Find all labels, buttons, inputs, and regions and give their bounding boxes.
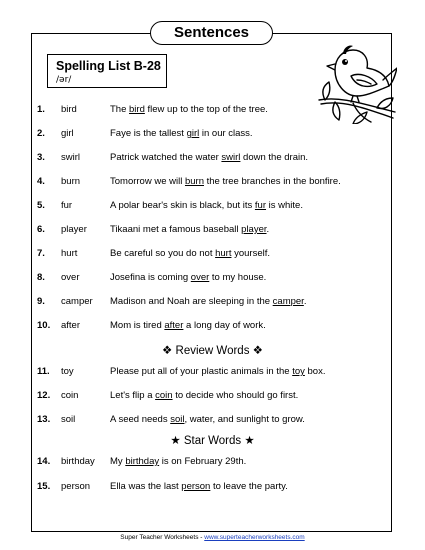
item-number: 2. — [37, 128, 45, 139]
sentence-text: Be careful so you do not — [110, 248, 216, 259]
underlined-word: person — [181, 481, 211, 492]
spelling-word: birthday — [61, 456, 95, 467]
example-sentence — [110, 296, 306, 307]
sentence-text: Mom is tired — [110, 320, 165, 331]
item-number: 11. — [37, 366, 50, 377]
item-number: 6. — [37, 224, 45, 235]
bird-on-branch-icon — [313, 40, 397, 124]
example-sentence — [110, 104, 268, 115]
underlined-word: burn — [184, 176, 204, 187]
sentence-text: Please put all of your plastic animals in the — [110, 366, 293, 377]
spelling-word: camper — [61, 296, 93, 307]
footer — [0, 534, 425, 541]
example-sentence — [110, 390, 298, 401]
example-sentence — [110, 481, 288, 492]
sentence-text: Let's flip a — [110, 390, 156, 401]
sentence-text: is on February 29th. — [159, 456, 247, 467]
item-number: 4. — [37, 176, 45, 187]
example-sentence — [110, 366, 325, 377]
sentence-text: Ella was the last — [110, 481, 182, 492]
spelling-word: bird — [61, 104, 77, 115]
example-sentence — [110, 456, 246, 467]
spelling-word: person — [61, 481, 91, 492]
spelling-word: over — [61, 272, 80, 283]
sentence-text: the tree branches in the bonfire. — [203, 176, 341, 187]
star-words-heading: ★ Star Words ★ — [170, 435, 255, 447]
sentence-text: flew up to the top of the tree. — [144, 104, 268, 115]
item-number: 1. — [37, 104, 45, 115]
sentence-text: A polar bear's skin is black, but its — [110, 200, 255, 211]
sentence-text: A seed needs — [110, 414, 171, 425]
underlined-word: girl — [186, 128, 200, 139]
item-number: 8. — [37, 272, 45, 283]
item-number: 7. — [37, 248, 45, 259]
spelling-word: fur — [61, 200, 73, 211]
underlined-word: toy — [292, 366, 305, 377]
spelling-list-box — [47, 54, 167, 88]
sentence-text: . — [266, 224, 270, 235]
sentence-text: to my house. — [209, 272, 267, 283]
sentence-text: Josefina is coming — [110, 272, 191, 283]
spelling-list-sound: /ər/ — [56, 75, 72, 85]
underlined-word: after — [164, 320, 184, 331]
example-sentence — [110, 176, 341, 187]
sentence-text: Tikaani met a famous baseball — [110, 224, 242, 235]
underlined-word: over — [190, 272, 210, 283]
sentence-text: down the drain. — [240, 152, 309, 163]
sentence-text: . — [303, 296, 307, 307]
sentence-text: Tomorrow we will — [110, 176, 185, 187]
sentence-text: Madison and Noah are sleeping in the — [110, 296, 273, 307]
sentence-text: a long day of work. — [183, 320, 266, 331]
worksheet-title: Sentences — [150, 21, 273, 45]
spelling-word: hurt — [61, 248, 78, 259]
spelling-word: player — [61, 224, 87, 235]
example-sentence — [110, 272, 266, 283]
item-number: 9. — [37, 296, 45, 307]
spelling-word: swirl — [61, 152, 80, 163]
underlined-word: birthday — [125, 456, 160, 467]
example-sentence — [110, 152, 308, 163]
underlined-word: camper — [272, 296, 304, 307]
example-sentence — [110, 248, 270, 259]
sentence-text: The — [110, 104, 130, 115]
footer-link[interactable]: www.superteacherworksheets.com — [204, 534, 305, 541]
example-sentence — [110, 128, 253, 139]
item-number: 15. — [37, 481, 51, 492]
item-number: 5. — [37, 200, 45, 211]
review-words-heading: ❖ Review Words ❖ — [162, 345, 263, 357]
example-sentence — [110, 200, 303, 211]
spelling-list-title: Spelling List B-28 — [56, 59, 161, 73]
sentence-text: yourself. — [231, 248, 271, 259]
item-number: 12. — [37, 390, 51, 401]
sentence-text: to leave the party. — [210, 481, 288, 492]
sentence-text: Faye is the tallest — [110, 128, 187, 139]
underlined-word: player — [241, 224, 267, 235]
item-number: 3. — [37, 152, 45, 163]
spelling-word: after — [61, 320, 81, 331]
spelling-word: coin — [61, 390, 79, 401]
underlined-word: fur — [254, 200, 267, 211]
sentence-text: to decide who should go first. — [172, 390, 299, 401]
spelling-word: girl — [61, 128, 74, 139]
item-number: 10. — [37, 320, 51, 331]
spelling-word: soil — [61, 414, 76, 425]
footer-text: Super Teacher Worksheets - — [120, 534, 205, 541]
underlined-word: soil — [170, 414, 185, 425]
underlined-word: swirl — [221, 152, 241, 163]
sentence-text: box. — [304, 366, 326, 377]
underlined-word: coin — [155, 390, 173, 401]
example-sentence — [110, 414, 305, 425]
sentence-text: , water, and sunlight to grow. — [184, 414, 305, 425]
underlined-word: bird — [129, 104, 145, 115]
sentence-text: Patrick watched the water — [110, 152, 222, 163]
spelling-word: toy — [61, 366, 74, 377]
example-sentence — [110, 224, 269, 235]
example-sentence — [110, 320, 266, 331]
sentence-text: My — [110, 456, 126, 467]
sentence-text: is white. — [266, 200, 303, 211]
item-number: 13. — [37, 414, 51, 425]
item-number: 14. — [37, 456, 51, 467]
spelling-word: burn — [61, 176, 81, 187]
underlined-word: hurt — [215, 248, 232, 259]
sentence-text: in our class. — [199, 128, 253, 139]
